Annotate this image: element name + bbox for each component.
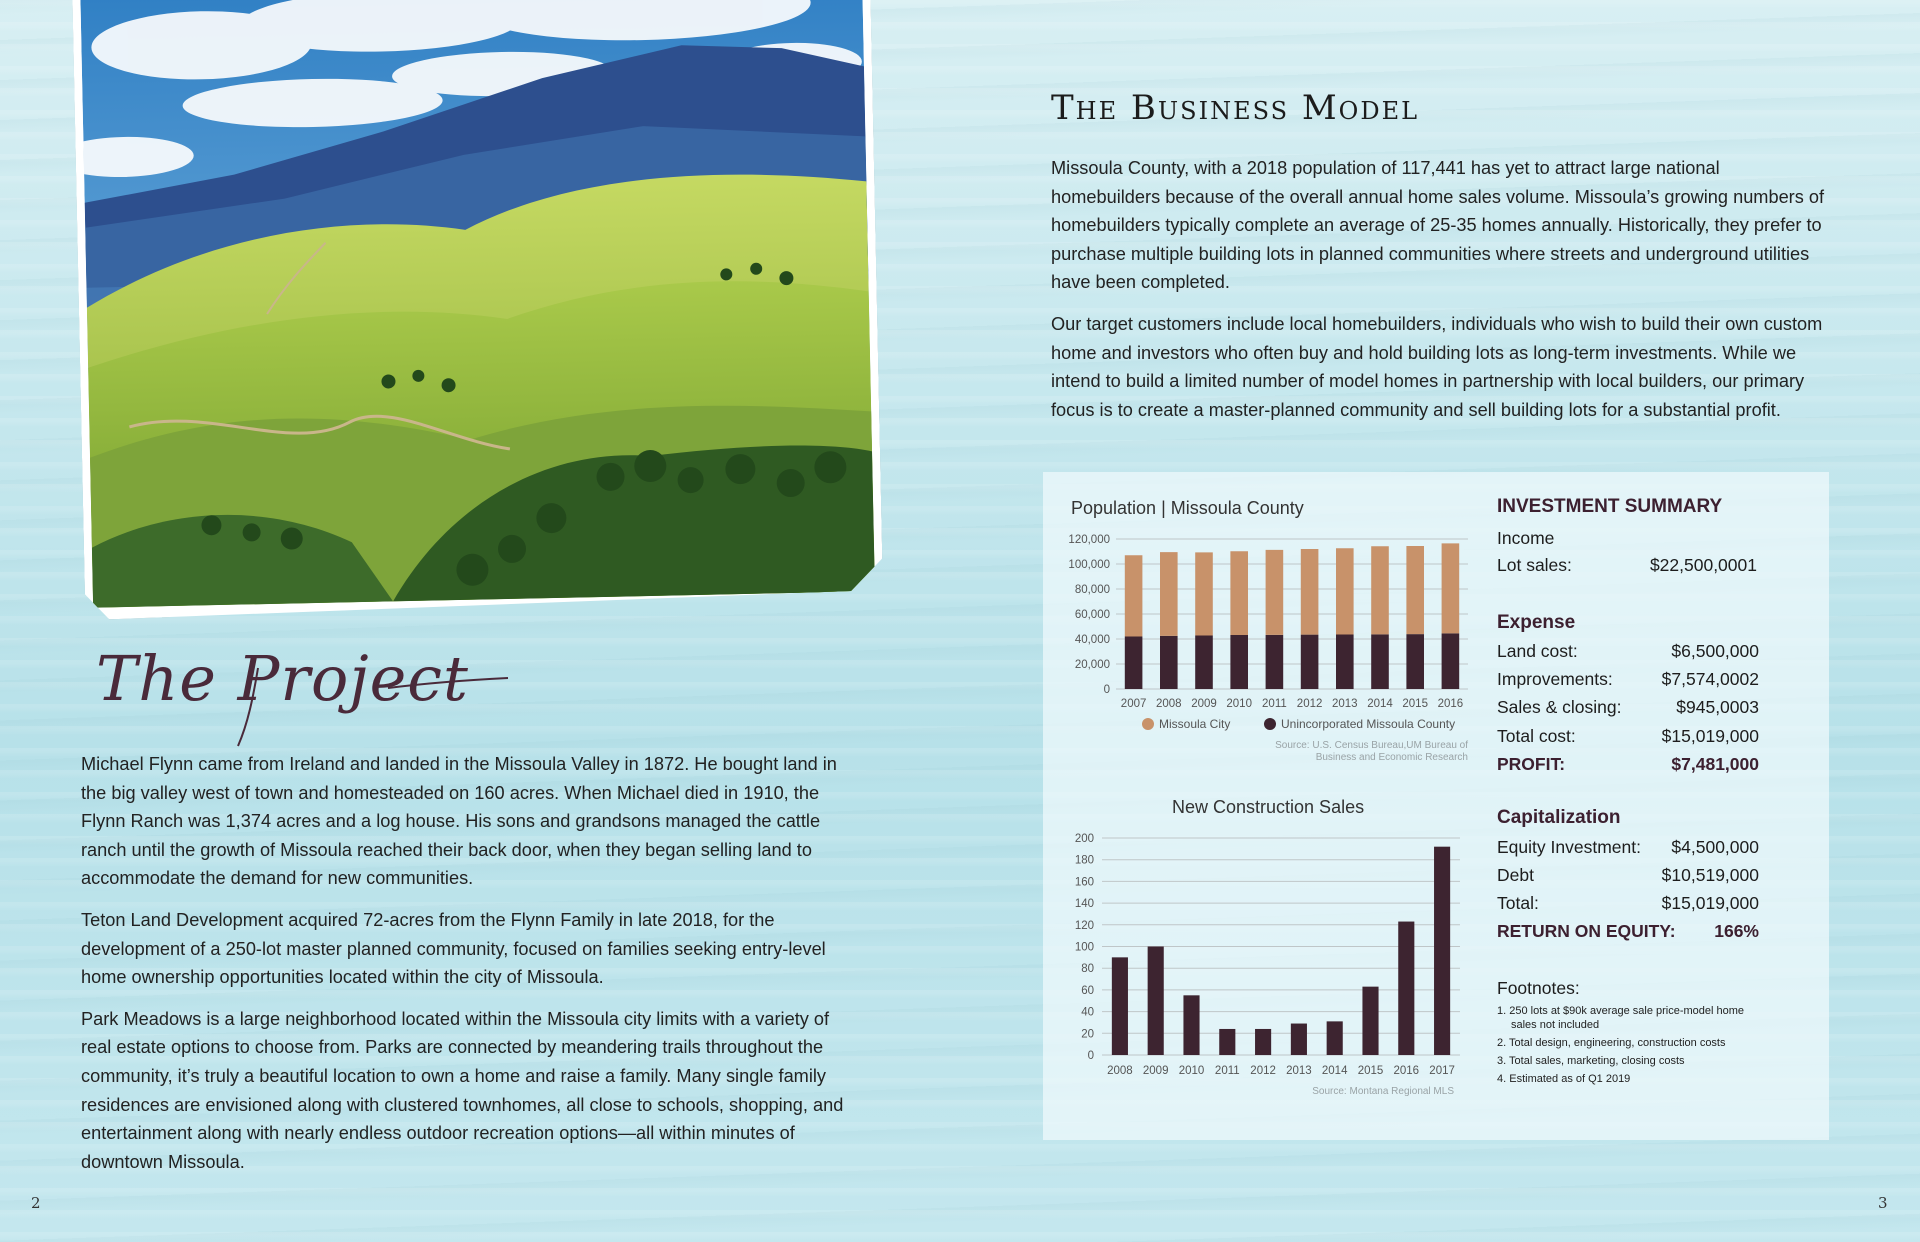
y-tick-label: 80,000 [1074, 584, 1110, 596]
bar-construction-sales [1327, 1021, 1343, 1055]
project-body [81, 750, 856, 1189]
roe-row [1497, 921, 1759, 947]
bar-missoula-city [1301, 549, 1319, 635]
x-tick-label: 2013 [1332, 698, 1358, 710]
improvements-label: Improvements: [1497, 669, 1613, 689]
bar-unincorporated [1336, 635, 1354, 690]
y-tick-label: 120,000 [1068, 534, 1110, 546]
y-tick-label: 100,000 [1068, 559, 1110, 571]
total-cost-label: Total cost: [1497, 726, 1576, 746]
equity-value: $4,500,000 [1671, 837, 1759, 857]
cap-total-label: Total: [1497, 893, 1539, 913]
x-tick-label: 2010 [1178, 1065, 1205, 1077]
x-tick-label: 2015 [1402, 698, 1428, 710]
population-chart-title: Population | Missoula County [1071, 498, 1304, 518]
bar-missoula-city [1266, 550, 1284, 635]
y-tick-label: 40 [1081, 1006, 1094, 1019]
bar-unincorporated [1230, 635, 1248, 689]
y-tick-label: 60,000 [1074, 609, 1110, 621]
footnote-1-cont: sales not included [1511, 1019, 1600, 1031]
profit-row [1497, 754, 1759, 780]
expense-title: Expense [1497, 612, 1576, 633]
cap-total-value: $15,019,000 [1661, 893, 1759, 913]
y-tick-label: 40,000 [1074, 634, 1110, 646]
income-label: Income [1497, 528, 1555, 548]
bar-construction-sales [1112, 957, 1128, 1055]
project-heading [88, 628, 528, 758]
bar-missoula-city [1160, 552, 1178, 636]
x-tick-label: 2015 [1357, 1065, 1384, 1077]
debt-value: $10,519,000 [1661, 865, 1759, 885]
bar-construction-sales [1148, 947, 1164, 1056]
bar-construction-sales [1434, 847, 1450, 1055]
legend-label-missoula-city: Missoula City [1159, 717, 1231, 731]
y-tick-label: 120 [1074, 919, 1094, 932]
population-chart-svg [1060, 525, 1480, 735]
legend-dot-missoula-city [1142, 718, 1154, 730]
bar-missoula-city [1442, 543, 1460, 633]
x-tick-label: 2008 [1107, 1065, 1133, 1077]
project-paragraph-2: Teton Land Development acquired 72-acres from the Flynn Family in late 2018, for the development of a 250-lot master planned community, focused on families seeking entry-level home ownership opportunities located within the city of Missoula. [81, 909, 826, 988]
profit-label: PROFIT: [1497, 754, 1566, 774]
legend-label-unincorporated: Unincorporated Missoula County [1281, 717, 1456, 731]
construction-chart-svg [1060, 828, 1480, 1078]
x-tick-label: 2016 [1393, 1065, 1420, 1077]
project-paragraph-1: Michael Flynn came from Ireland and landed in the Missoula Valley in 1872. He bought land in the big valley west of town and homesteaded on 160 acres. When Michael died in 1910, the Flynn Ranch was 1,374 acres and a log house. His sons and grandsons managed the cattle ranch until the growth of Missoula reached their back door, when they began selling land to accommodate the demand for new communities. [81, 754, 837, 889]
summary-title: INVESTMENT SUMMARY [1497, 496, 1723, 517]
bar-unincorporated [1125, 637, 1143, 690]
y-tick-label: 160 [1074, 876, 1094, 889]
landscape-photo [72, 0, 883, 620]
page-number-left: 2 [31, 1194, 41, 1212]
improvements-row [1497, 669, 1759, 695]
x-tick-label: 2017 [1429, 1065, 1455, 1077]
construction-chart-source [1220, 1086, 1454, 1098]
business-paragraph-2: Our target customers include local homebuilders, individuals who wish to build their own custom home and investors who often buy and hold building lots as long-term investments. While we intend to build a limited number of model homes in partnership with local builders, our primary focus is to create a master-planned community and sell building lots for a substantial profit. [1051, 313, 1823, 420]
y-tick-label: 20,000 [1074, 659, 1110, 671]
footnote-1: 1. 250 lots at $90k average sale price-model home [1497, 1005, 1745, 1017]
hills-illustration [80, 0, 875, 608]
construction-chart-title: New Construction Sales [1172, 797, 1365, 817]
y-tick-label: 80 [1081, 963, 1094, 976]
x-tick-label: 2009 [1142, 1065, 1169, 1077]
footnote-3: 3. Total sales, marketing, closing costs [1497, 1055, 1685, 1067]
y-tick-label: 140 [1074, 898, 1094, 911]
x-tick-label: 2009 [1191, 698, 1217, 710]
business-model-body [1051, 154, 1831, 437]
y-tick-label: 0 [1103, 684, 1110, 696]
x-tick-label: 2011 [1262, 698, 1287, 710]
x-tick-label: 2014 [1321, 1065, 1348, 1077]
sales-closing-label: Sales & closing: [1497, 697, 1622, 717]
business-paragraph-1: Missoula County, with a 2018 population of 117,441 has yet to attract large national homebuilders because of the overall annual home sales volume. Missoula’s growing numbers of homebuilders typically complete an average of 25-35 homes annually. Historically, they prefer to purchase multiple building lots in planned communities where streets and underground utilities have been completed. [1051, 158, 1825, 293]
bar-construction-sales [1183, 995, 1199, 1055]
land-cost-row [1497, 641, 1759, 667]
footnote-4: 4. Estimated as of Q1 2019 [1497, 1073, 1631, 1085]
bar-missoula-city [1230, 551, 1248, 635]
bar-unincorporated [1371, 634, 1389, 689]
land-cost-label: Land cost: [1497, 641, 1578, 661]
x-tick-label: 2007 [1120, 698, 1147, 710]
lot-sales-label: Lot sales: [1497, 555, 1572, 575]
x-tick-label: 2012 [1250, 1065, 1276, 1077]
page-number-right: 3 [1878, 1194, 1888, 1212]
bar-unincorporated [1266, 635, 1284, 689]
equity-row [1497, 837, 1759, 863]
land-cost-value: $6,500,000 [1671, 641, 1759, 661]
improvements-value: $7,574,0002 [1661, 669, 1759, 689]
x-tick-label: 2013 [1286, 1065, 1312, 1077]
capitalization-title: Capitalization [1497, 807, 1621, 828]
equity-label: Equity Investment: [1497, 837, 1641, 857]
cap-total-row [1497, 893, 1759, 919]
population-chart-source [1220, 740, 1468, 764]
business-model-title: The Business Model [1051, 88, 1420, 128]
bar-unincorporated [1160, 636, 1178, 689]
footnotes-title: Footnotes: [1497, 978, 1580, 998]
population-source-line-1: Source: U.S. Census Bureau,UM Bureau of [1275, 740, 1468, 751]
lot-sales-row [1497, 555, 1757, 581]
construction-source-line: Source: Montana Regional MLS [1312, 1086, 1454, 1097]
profit-value: $7,481,000 [1671, 754, 1759, 774]
y-tick-label: 100 [1074, 941, 1094, 954]
x-tick-label: 2012 [1296, 698, 1323, 710]
project-paragraph-3: Park Meadows is a large neighborhood located within the Missoula city limits with a variety of real estate options to choose from. Parks are connected by meandering trails throughout the community, it’s truly a beautiful location to own a home and raise a family. Many single family residences are envisioned along with clustered townhomes, all close to schools, shopping, and entertainment along with nearly endless outdoor recreation options—all within minutes of downtown Missoula. [81, 1008, 844, 1172]
bar-missoula-city [1406, 546, 1424, 634]
legend-dot-unincorporated [1264, 718, 1276, 730]
y-tick-label: 20 [1081, 1028, 1094, 1041]
debt-row [1497, 865, 1759, 891]
lot-sales-value: $22,500,0001 [1649, 555, 1757, 575]
bar-unincorporated [1301, 635, 1319, 689]
population-source-line-2: Business and Economic Research [1315, 752, 1468, 763]
bar-missoula-city [1125, 555, 1143, 636]
sales-closing-row [1497, 697, 1759, 723]
x-tick-label: 2011 [1214, 1065, 1240, 1077]
bar-construction-sales [1255, 1029, 1271, 1055]
bar-unincorporated [1195, 636, 1213, 690]
y-tick-label: 0 [1087, 1050, 1094, 1062]
roe-label: RETURN ON EQUITY: [1497, 921, 1676, 941]
bar-missoula-city [1371, 546, 1389, 634]
bar-unincorporated [1442, 633, 1460, 689]
sales-closing-value: $945,0003 [1676, 697, 1759, 717]
project-title: The Project [96, 642, 469, 715]
bar-missoula-city [1336, 548, 1354, 634]
bar-missoula-city [1195, 552, 1213, 635]
y-tick-label: 60 [1081, 984, 1094, 997]
x-tick-label: 2016 [1437, 698, 1464, 710]
total-cost-value: $15,019,000 [1661, 726, 1759, 746]
footnote-2: 2. Total design, engineering, construction costs [1497, 1037, 1726, 1049]
bar-unincorporated [1406, 634, 1424, 689]
total-cost-row [1497, 726, 1759, 752]
x-tick-label: 2014 [1367, 698, 1393, 710]
roe-value: 166% [1714, 921, 1759, 941]
bar-construction-sales [1219, 1029, 1235, 1055]
x-tick-label: 2010 [1226, 698, 1252, 710]
x-tick-label: 2008 [1156, 698, 1182, 710]
y-tick-label: 180 [1074, 854, 1094, 867]
debt-label: Debt [1497, 865, 1534, 885]
bar-construction-sales [1291, 1024, 1307, 1055]
y-tick-label: 200 [1074, 833, 1094, 845]
bar-construction-sales [1362, 987, 1378, 1055]
bar-construction-sales [1398, 922, 1414, 1055]
